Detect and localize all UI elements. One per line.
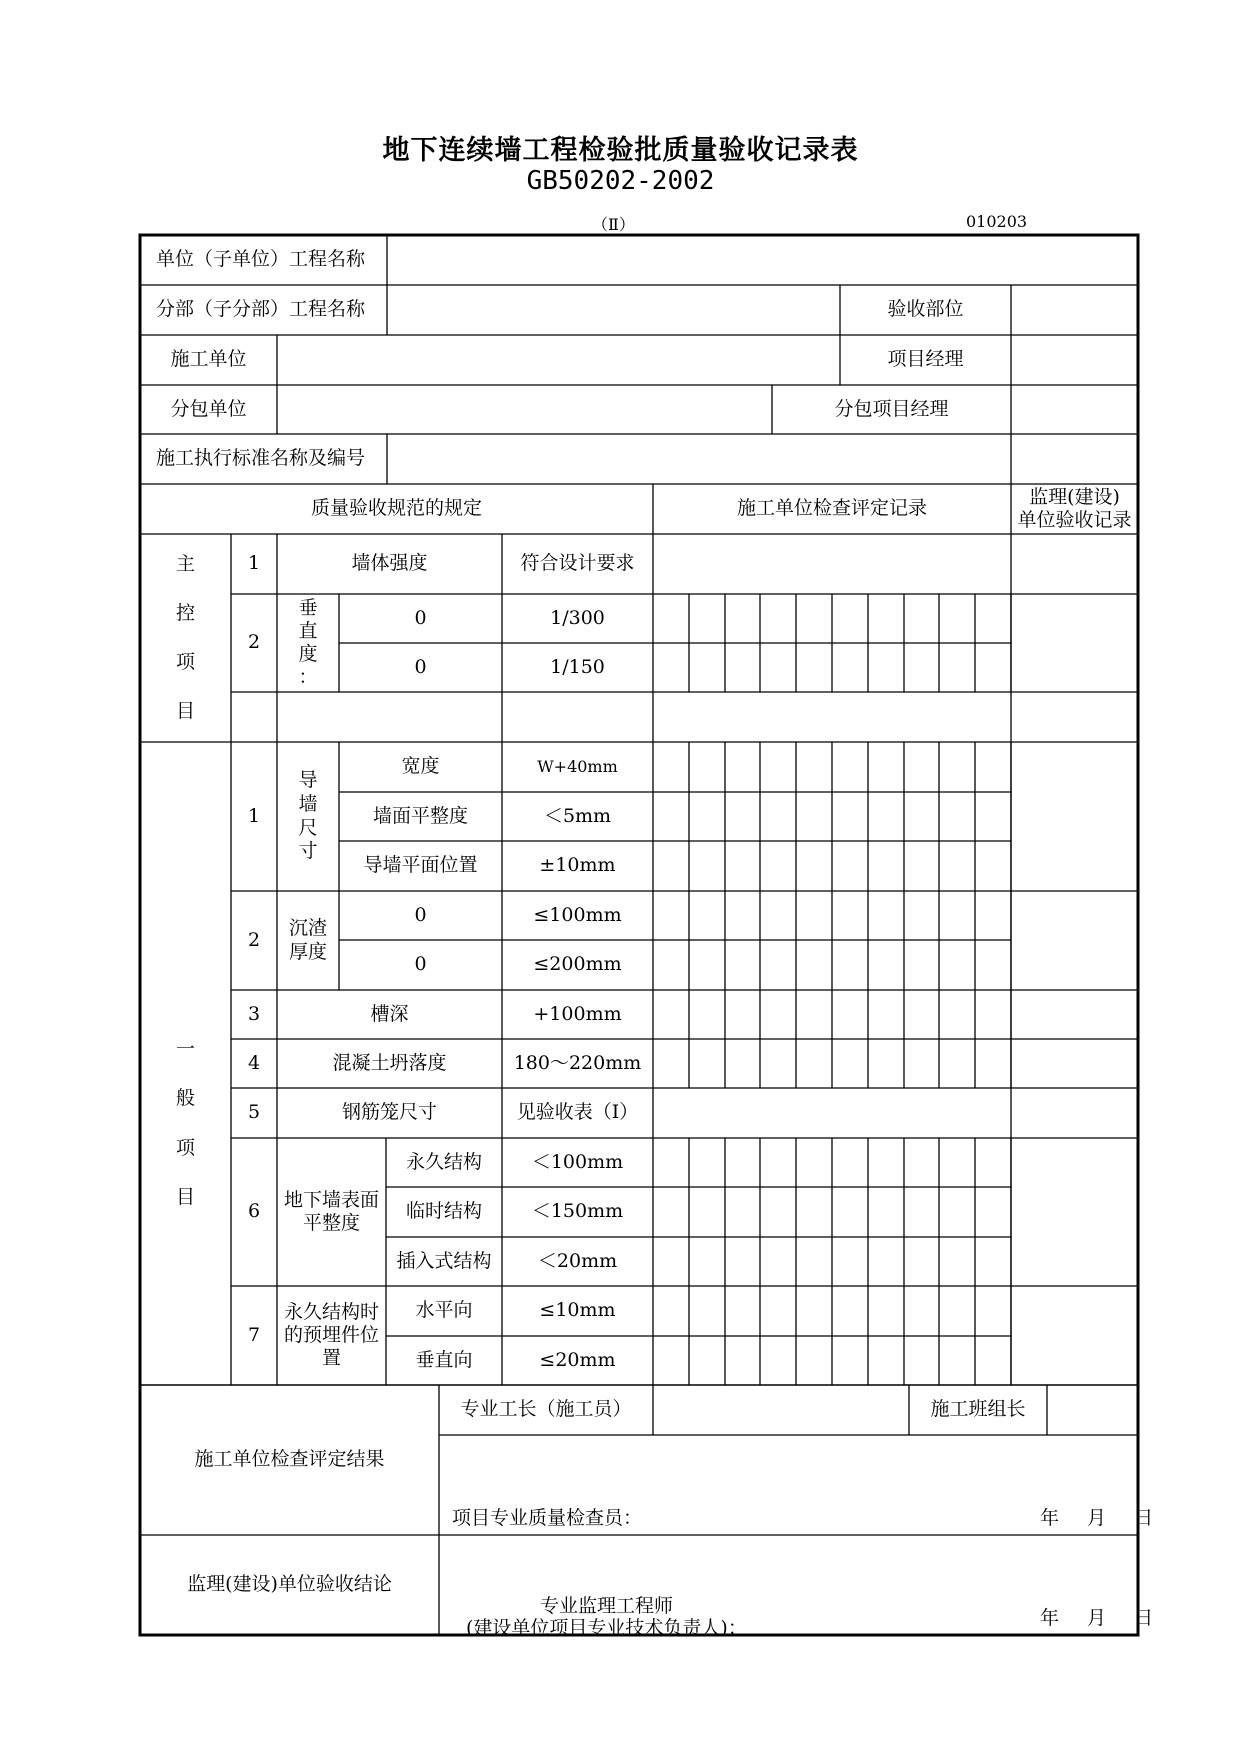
acceptance-part-label: 验收部位 <box>887 298 964 321</box>
standard-value[interactable] <box>387 434 1138 484</box>
general-item1-sub-3: 导墙平面位置 <box>363 854 478 877</box>
general-item7-sub-2: 垂直向 <box>415 1348 473 1371</box>
general-item7-req-2: ≤20mm <box>539 1348 616 1371</box>
general-item2-name-1: 沉渣 <box>288 917 327 940</box>
subcontract-unit-label: 分包单位 <box>170 397 247 420</box>
unit-project-label: 单位（子单位）工程名称 <box>156 248 366 271</box>
supervisor-engineer-label: 专业监理工程师 <box>540 1595 674 1617</box>
general-char-4: 目 <box>175 1185 195 1208</box>
owner-rep-label: (建设单位项目专业技术负责人)： <box>466 1617 747 1639</box>
foreman-value[interactable] <box>653 1385 909 1435</box>
main-item2-name-1: 垂 <box>298 597 318 620</box>
construction-unit-label: 施工单位 <box>170 348 247 371</box>
general-item6-sub-2: 临时结构 <box>405 1200 482 1223</box>
general-item6-name-1: 地下墙表面 <box>283 1188 379 1211</box>
general-item6-req-1: ＜100mm <box>531 1150 624 1173</box>
general-item1-name-3: 尺 <box>298 816 318 839</box>
general-item1-req-2: ＜5mm <box>543 804 612 827</box>
main-control-char-2: 控 <box>175 601 195 624</box>
main-control-char-4: 目 <box>175 700 195 723</box>
sub-project-label: 分部（子分部）工程名称 <box>156 298 366 321</box>
general-group-label <box>140 742 231 1385</box>
general-item4-req: 180～220mm <box>513 1051 642 1074</box>
contractor-date: 年 月 日 <box>1040 1507 1156 1529</box>
standard-code: GB50202-2002 <box>526 166 715 196</box>
subcontract-manager-label: 分包项目经理 <box>834 397 949 420</box>
subcontract-unit-value[interactable] <box>277 385 772 434</box>
main-item2-req-2: 1/150 <box>550 655 605 678</box>
general-item6-name-2: 平整度 <box>302 1212 360 1234</box>
general-item1-name <box>277 742 339 891</box>
general-item1-name-2: 墙 <box>298 792 318 815</box>
general-char-2: 般 <box>175 1087 195 1110</box>
general-item6-req-2: ＜150mm <box>531 1200 624 1223</box>
supervisor-record-head <box>1011 484 1138 534</box>
supervisor-record-head-line1: 监理(建设) <box>1029 485 1120 508</box>
general-item2-name-2: 厚度 <box>288 940 327 963</box>
general-item5-no: 5 <box>247 1101 261 1124</box>
spec-column-head: 质量验收规范的规定 <box>310 497 482 520</box>
general-item6-req-3: ＜20mm <box>537 1249 618 1272</box>
main-item2-name-4: ： <box>298 665 318 688</box>
main-item1-req: 符合设计要求 <box>520 552 635 575</box>
general-item6-sub-1: 永久结构 <box>405 1150 482 1173</box>
part-label: （Ⅱ） <box>592 215 635 234</box>
contractor-record-head: 施工单位检查评定记录 <box>736 497 927 520</box>
general-item7-no: 7 <box>247 1323 261 1346</box>
general-item7-name-1: 永久结构时 <box>283 1300 379 1323</box>
general-item3-name: 槽深 <box>370 1002 409 1025</box>
main-item2-req-1: 1/300 <box>550 606 605 629</box>
general-item4-name: 混凝土坍落度 <box>332 1051 447 1074</box>
general-item1-sub-1: 宽度 <box>401 755 440 778</box>
general-item1-name-1: 导 <box>298 769 318 791</box>
contractor-result-label: 施工单位检查评定结果 <box>194 1448 385 1471</box>
main-item2-sub-2: 0 <box>414 655 427 678</box>
general-item1-req-3: ±10mm <box>539 854 616 877</box>
main-item1-no: 1 <box>247 552 261 575</box>
general-item7-name-2: 的预埋件位 <box>283 1323 379 1346</box>
general-item2-req-2: ≤200mm <box>533 953 622 976</box>
subcontract-manager-value[interactable] <box>1011 385 1138 434</box>
quality-inspector-label: 项目专业质量检查员： <box>452 1507 643 1529</box>
supervisor-record-head-line2: 单位验收记录 <box>1017 509 1132 531</box>
form-title: 地下连续墙工程检验批质量验收记录表 <box>382 135 859 166</box>
form-code: 010203 <box>966 212 1028 231</box>
general-item7-sub-1: 水平向 <box>415 1299 473 1322</box>
team-leader-label: 施工班组长 <box>930 1398 1026 1421</box>
general-item1-req-1: W+40mm <box>537 757 618 777</box>
general-item1-sub-2: 墙面平整度 <box>372 804 468 827</box>
general-item7-req-1: ≤10mm <box>539 1299 616 1322</box>
supervisor-conclusion-label: 监理(建设)单位验收结论 <box>187 1573 392 1596</box>
unit-project-value[interactable] <box>387 235 1138 285</box>
general-item2-req-1: ≤100mm <box>533 903 622 926</box>
sub-project-value[interactable] <box>387 285 840 335</box>
general-item2-sub-2: 0 <box>414 953 427 976</box>
main-item2-name-3: 度 <box>298 643 318 665</box>
general-item2-sub-1: 0 <box>414 903 427 926</box>
construction-unit-value[interactable] <box>277 335 840 385</box>
general-item3-no: 3 <box>247 1002 261 1025</box>
main-control-char-1: 主 <box>175 552 195 575</box>
main-control-char-3: 项 <box>175 651 195 673</box>
general-item6-sub-3: 插入式结构 <box>396 1249 492 1272</box>
foreman-label: 专业工长（施工员） <box>460 1398 632 1421</box>
general-item5-req: 见验收表（Ⅰ） <box>516 1101 639 1124</box>
general-item5-name: 钢筋笼尺寸 <box>341 1101 437 1124</box>
main-item2-name <box>277 594 339 692</box>
general-item1-no: 1 <box>247 804 261 827</box>
supervisor-date: 年 月 日 <box>1040 1607 1156 1629</box>
project-manager-label: 项目经理 <box>887 348 964 371</box>
general-item2-name <box>277 891 339 990</box>
general-item4-no: 4 <box>247 1051 261 1074</box>
general-char-1: 一 <box>175 1038 195 1061</box>
acceptance-part-value[interactable] <box>1011 285 1138 335</box>
general-item1-name-4: 寸 <box>298 840 318 863</box>
general-char-3: 项 <box>175 1136 195 1159</box>
general-item6-no: 6 <box>247 1200 261 1223</box>
main-item1-name: 墙体强度 <box>351 552 428 575</box>
main-control-group-label <box>140 534 231 742</box>
project-manager-value[interactable] <box>1011 335 1138 385</box>
main-item2-no: 2 <box>247 631 261 654</box>
general-item6-name <box>277 1138 386 1286</box>
standard-label: 施工执行标准名称及编号 <box>156 447 366 470</box>
team-leader-value[interactable] <box>1047 1385 1138 1435</box>
general-item2-no: 2 <box>247 928 261 951</box>
main-item2-name-2: 直 <box>298 620 318 643</box>
general-item7-name <box>277 1286 386 1385</box>
main-item2-sub-1: 0 <box>414 606 427 629</box>
general-item7-name-3: 置 <box>321 1347 341 1370</box>
general-item3-req: +100mm <box>533 1002 622 1025</box>
